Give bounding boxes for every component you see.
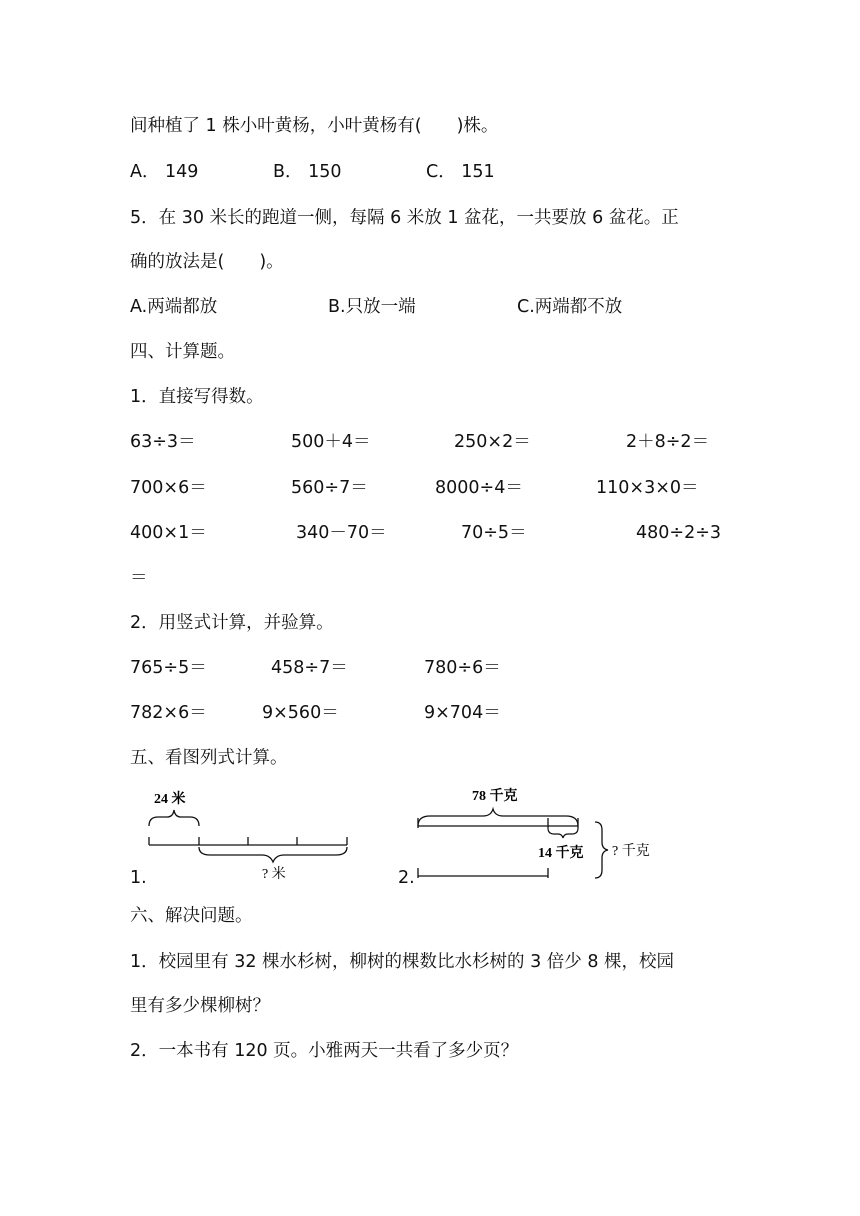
section-4-title: 四、计算题。 — [130, 342, 235, 362]
calc1-item: 63÷3＝ — [130, 432, 196, 452]
diagram2-top-label: 78 千克 — [472, 789, 518, 804]
diagram1-number: 1. — [130, 868, 147, 888]
problem2-line1: 2．一本书有 120 页。小雅两天一共看了多少页？ — [130, 1041, 519, 1061]
calc1-item: 340－70＝ — [296, 523, 387, 543]
q5-option-c: C.两端都不放 — [517, 297, 623, 317]
calc1-title: 1．直接写得数。 — [130, 387, 264, 407]
q4-option-a: A． 149 — [130, 162, 199, 182]
problem1-line1: 1．校园里有 32 棵水杉树，柳树的棵数比水杉树的 3 倍少 8 棵，校园 — [130, 952, 675, 972]
calc2-item: 458÷7＝ — [271, 658, 348, 678]
calc1-item: 110×3×0＝ — [596, 478, 699, 498]
q5-text-line2: 确的放法是( )。 — [130, 252, 284, 272]
problem1-line2: 里有多少棵柳树？ — [130, 996, 270, 1016]
calc1-item: 2＋8÷2＝ — [626, 432, 710, 452]
diagram2-right-label: ? 千克 — [612, 844, 650, 859]
q5-option-a: A.两端都放 — [130, 297, 218, 317]
calc1-item: 8000÷4＝ — [435, 478, 523, 498]
diagram2-small-brace — [548, 828, 578, 838]
calc2-item: 782×6＝ — [130, 703, 207, 723]
calc2-item: 780÷6＝ — [424, 658, 501, 678]
q4-continuation: 间种植了 1 株小叶黄杨，小叶黄杨有( )株。 — [130, 116, 499, 136]
calc1-item: 700×6＝ — [130, 478, 207, 498]
diagram2-small-label: 14 千克 — [538, 846, 584, 861]
calc1-item: 250×2＝ — [454, 432, 531, 452]
section-6-title: 六、解决问题。 — [130, 906, 253, 926]
diagram1-bottom-label: ? 米 — [262, 867, 286, 882]
q5-option-b: B.只放一端 — [328, 297, 416, 317]
diagram2 — [408, 778, 673, 888]
calc1-item: 500＋4＝ — [291, 432, 371, 452]
calc1-item: 480÷2÷3 — [636, 523, 721, 543]
calc1-item: 70÷5＝ — [461, 523, 527, 543]
calc2-title: 2．用竖式计算，并验算。 — [130, 613, 334, 633]
diagram2-number: 2. — [398, 868, 415, 888]
q4-option-b: B． 150 — [273, 162, 342, 182]
calc1-wrapped-equals: ＝ — [130, 568, 148, 588]
calc1-item: 400×1＝ — [130, 523, 207, 543]
calc2-item: 765÷5＝ — [130, 658, 207, 678]
diagram2-right-brace — [595, 822, 608, 878]
section-5-title: 五、看图列式计算。 — [130, 748, 288, 768]
calc1-item: 560÷7＝ — [291, 478, 368, 498]
diagram1-top-brace — [149, 810, 199, 826]
calc2-item: 9×560＝ — [262, 703, 339, 723]
calc2-item: 9×704＝ — [424, 703, 501, 723]
q5-text-line1: 5．在 30 米长的跑道一侧，每隔 6 米放 1 盆花，一共要放 6 盆花。正 — [130, 208, 679, 228]
q4-option-c: C． 151 — [426, 162, 495, 182]
diagram1-top-label: 24 米 — [154, 792, 186, 807]
diagram1 — [140, 780, 360, 885]
diagram2-top-brace — [418, 809, 578, 826]
diagram1-bottom-brace — [199, 847, 347, 862]
